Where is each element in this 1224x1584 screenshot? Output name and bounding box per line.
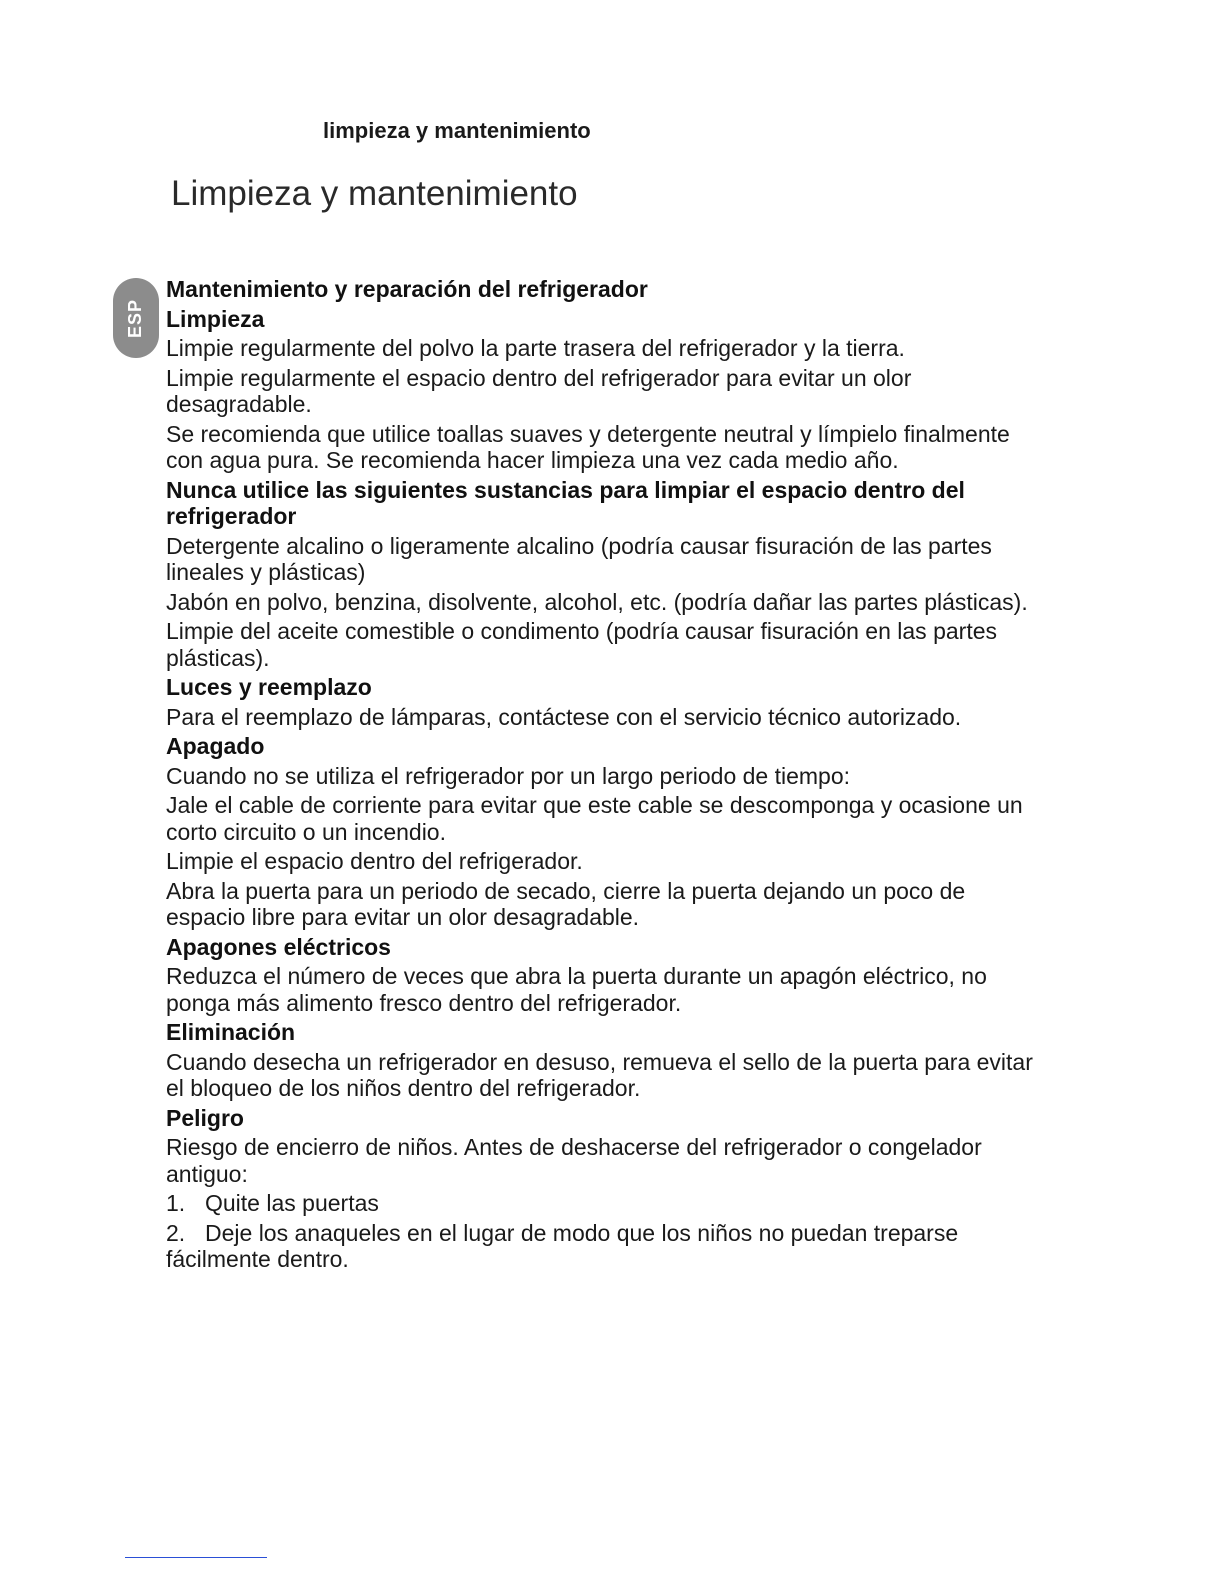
list-number: 1. <box>166 1190 186 1216</box>
shutdown-paragraph: Limpie el espacio dentro del refrigerador. <box>166 848 583 874</box>
page-title: Limpieza y mantenimiento <box>171 174 578 213</box>
cleaning-paragraph: Se recomienda que utilice toallas suaves y detergente neutral y límpielo finalmente con agua pura. Se recomienda hacer limpieza una vez cada medio año. <box>166 420 1010 473</box>
never-use-paragraph: Limpie del aceite comestible o condimento (podría causar fisuración en las partes plásticas). <box>166 618 997 671</box>
shutdown-heading: Apagado <box>166 733 265 759</box>
blackouts-heading: Apagones eléctricos <box>166 933 391 960</box>
shutdown-paragraph: Jale el cable de corriente para evitar que este cable se descomponga y ocasione un corto circuito o un incendio. <box>166 792 1023 845</box>
blackouts-paragraph: Reduzca el número de veces que abra la puerta durante un apagón eléctrico, no ponga más alimento fresco dentro del refrigerador. <box>166 963 987 1016</box>
shutdown-paragraph: Cuando no se utiliza el refrigerador por un largo periodo de tiempo: <box>166 762 851 789</box>
list-text: Deje los anaqueles en el lugar de modo que los niños no puedan treparse fácilmente dentro. <box>166 1219 959 1272</box>
danger-paragraph: Riesgo de encierro de niños. Antes de deshacerse del refrigerador o congelador antiguo: <box>166 1134 982 1187</box>
lights-heading: Luces y reemplazo <box>166 674 372 700</box>
shutdown-paragraph: Abra la puerta para un periodo de secado, cierre la puerta dejando un poco de espacio libre para evitar un olor desagradable. <box>166 877 966 930</box>
main-heading: Mantenimiento y reparación del refrigerador <box>166 276 648 302</box>
cleaning-paragraph: Limpie regularmente del polvo la parte trasera del refrigerador y la tierra. <box>166 335 905 361</box>
running-header: limpieza y mantenimiento <box>323 118 591 143</box>
lights-paragraph: Para el reemplazo de lámparas, contáctese con el servicio técnico autorizado. <box>166 703 962 730</box>
disposal-heading: Eliminación <box>166 1019 296 1045</box>
language-tab-label: ESP <box>125 298 146 338</box>
footer-rule <box>125 1557 267 1558</box>
never-use-paragraph: Jabón en polvo, benzina, disolvente, alcohol, etc. (podría dañar las partes plásticas). <box>166 588 1028 615</box>
danger-list-item <box>166 1220 1046 1273</box>
list-number: 2. <box>166 1219 186 1246</box>
list-text: Quite las puertas <box>205 1190 379 1216</box>
manual-content <box>166 276 1046 1276</box>
danger-heading: Peligro <box>166 1104 244 1131</box>
danger-list-item <box>166 1190 1046 1217</box>
never-use-heading: Nunca utilice las siguientes sustancias para limpiar el espacio dentro del refrigerador <box>166 476 965 529</box>
cleaning-paragraph: Limpie regularmente el espacio dentro del refrigerador para evitar un olor desagradable. <box>166 364 912 417</box>
language-tab <box>113 278 159 358</box>
disposal-paragraph: Cuando desecha un refrigerador en desuso, remueva el sello de la puerta para evitar el bloqueo de los niños dentro del refrigerador. <box>166 1048 1033 1101</box>
never-use-paragraph: Detergente alcalino o ligeramente alcalino (podría causar fisuración de las partes lineales y plásticas) <box>166 532 992 585</box>
cleaning-heading: Limpieza <box>166 305 265 332</box>
